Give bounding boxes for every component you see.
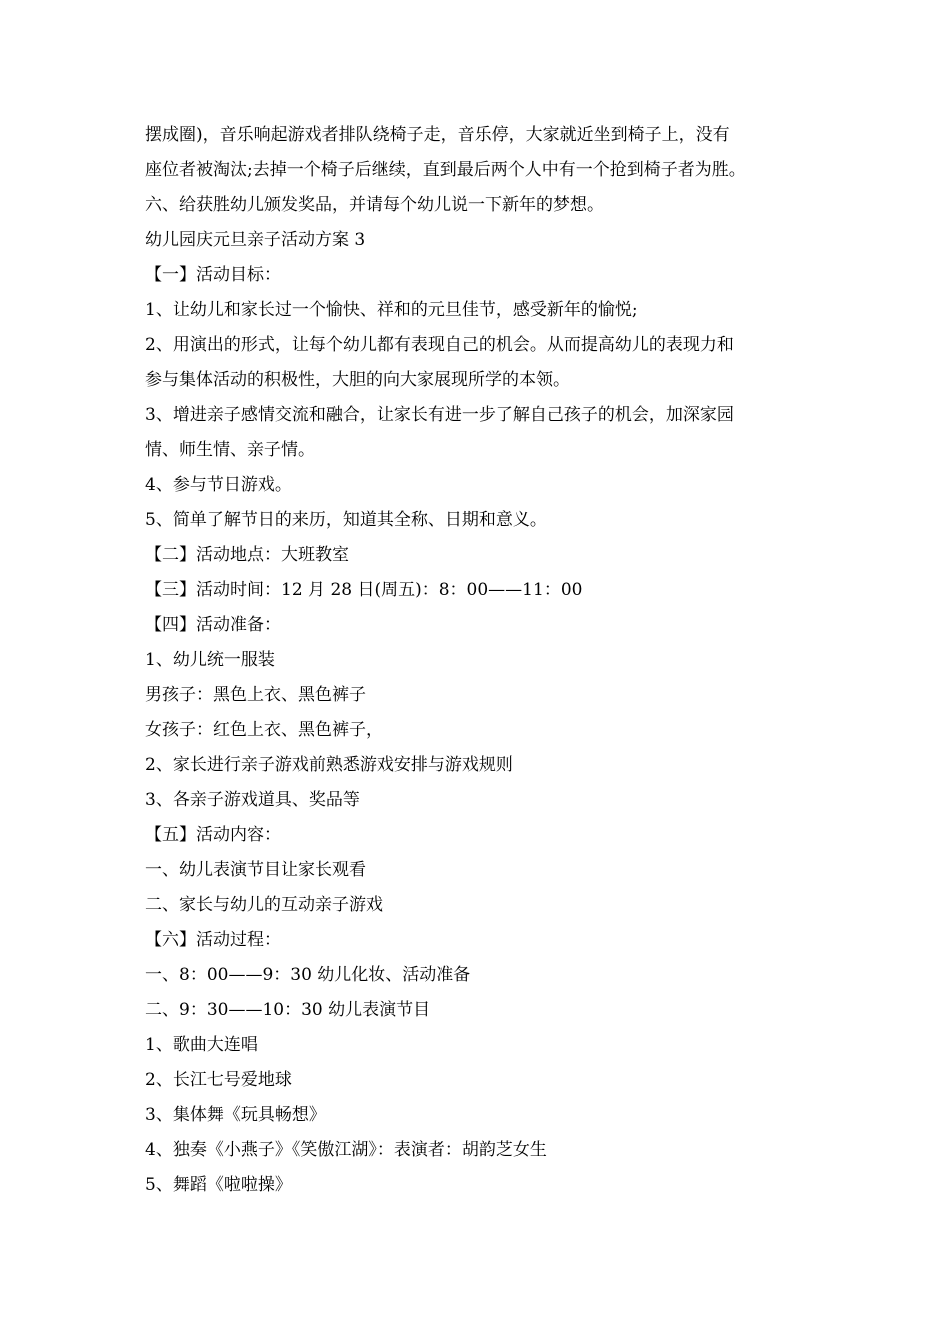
list-item: 4、独奏《小燕子》《笑傲江湖》：表演者：胡韵芝女生 (145, 1140, 547, 1160)
list-item: 3、增进亲子感情交流和融合，让家长有进一步了解自己孩子的机会，加深家园 (145, 405, 734, 425)
section-heading: 【一】活动目标： (145, 265, 281, 285)
list-item: 5、舞蹈《啦啦操》 (145, 1175, 292, 1195)
section-heading: 【四】活动准备： (145, 615, 281, 635)
list-item: 3、集体舞《玩具畅想》 (145, 1105, 326, 1125)
document-body (145, 118, 815, 1203)
paragraph-line: 摆成圈)，音乐响起游戏者排队绕椅子走，音乐停，大家就近坐到椅子上，没有 (145, 125, 730, 145)
list-item-continuation: 参与集体活动的积极性，大胆的向大家展现所学的本领。 (145, 370, 570, 390)
paragraph-line: 六、给获胜幼儿颁发奖品，并请每个幼儿说一下新年的梦想。 (145, 195, 604, 215)
section-heading: 【五】活动内容： (145, 825, 281, 845)
list-item-continuation: 情、师生情、亲子情。 (145, 440, 315, 460)
list-item: 二、家长与幼儿的互动亲子游戏 (145, 895, 383, 915)
list-item: 2、长江七号爱地球 (145, 1070, 292, 1090)
list-item: 1、让幼儿和家长过一个愉快、祥和的元旦佳节，感受新年的愉悦; (145, 300, 638, 320)
paragraph-line: 座位者被淘汰;去掉一个椅子后继续，直到最后两个人中有一个抢到椅子者为胜。 (145, 160, 746, 180)
list-item: 2、家长进行亲子游戏前熟悉游戏安排与游戏规则 (145, 755, 513, 775)
list-item: 男孩子：黑色上衣、黑色裤子 (145, 685, 366, 705)
section-title: 幼儿园庆元旦亲子活动方案 3 (145, 230, 366, 250)
list-item: 4、参与节日游戏。 (145, 475, 292, 495)
section-heading: 【六】活动过程： (145, 930, 281, 950)
list-item: 女孩子：红色上衣、黑色裤子， (145, 720, 383, 740)
section-heading: 【三】活动时间：12 月 28 日(周五)：8：00——11：00 (145, 580, 583, 600)
list-item: 一、幼儿表演节目让家长观看 (145, 860, 366, 880)
list-item: 5、简单了解节日的来历，知道其全称、日期和意义。 (145, 510, 547, 530)
list-item: 一、8：00——9：30 幼儿化妆、活动准备 (145, 965, 471, 985)
section-heading: 【二】活动地点：大班教室 (145, 545, 349, 565)
list-item: 二、9：30——10：30 幼儿表演节目 (145, 1000, 431, 1020)
list-item: 1、歌曲大连唱 (145, 1035, 258, 1055)
list-item: 3、各亲子游戏道具、奖品等 (145, 790, 360, 810)
list-item: 2、用演出的形式，让每个幼儿都有表现自己的机会。从而提高幼儿的表现力和 (145, 335, 734, 355)
list-item: 1、幼儿统一服装 (145, 650, 275, 670)
